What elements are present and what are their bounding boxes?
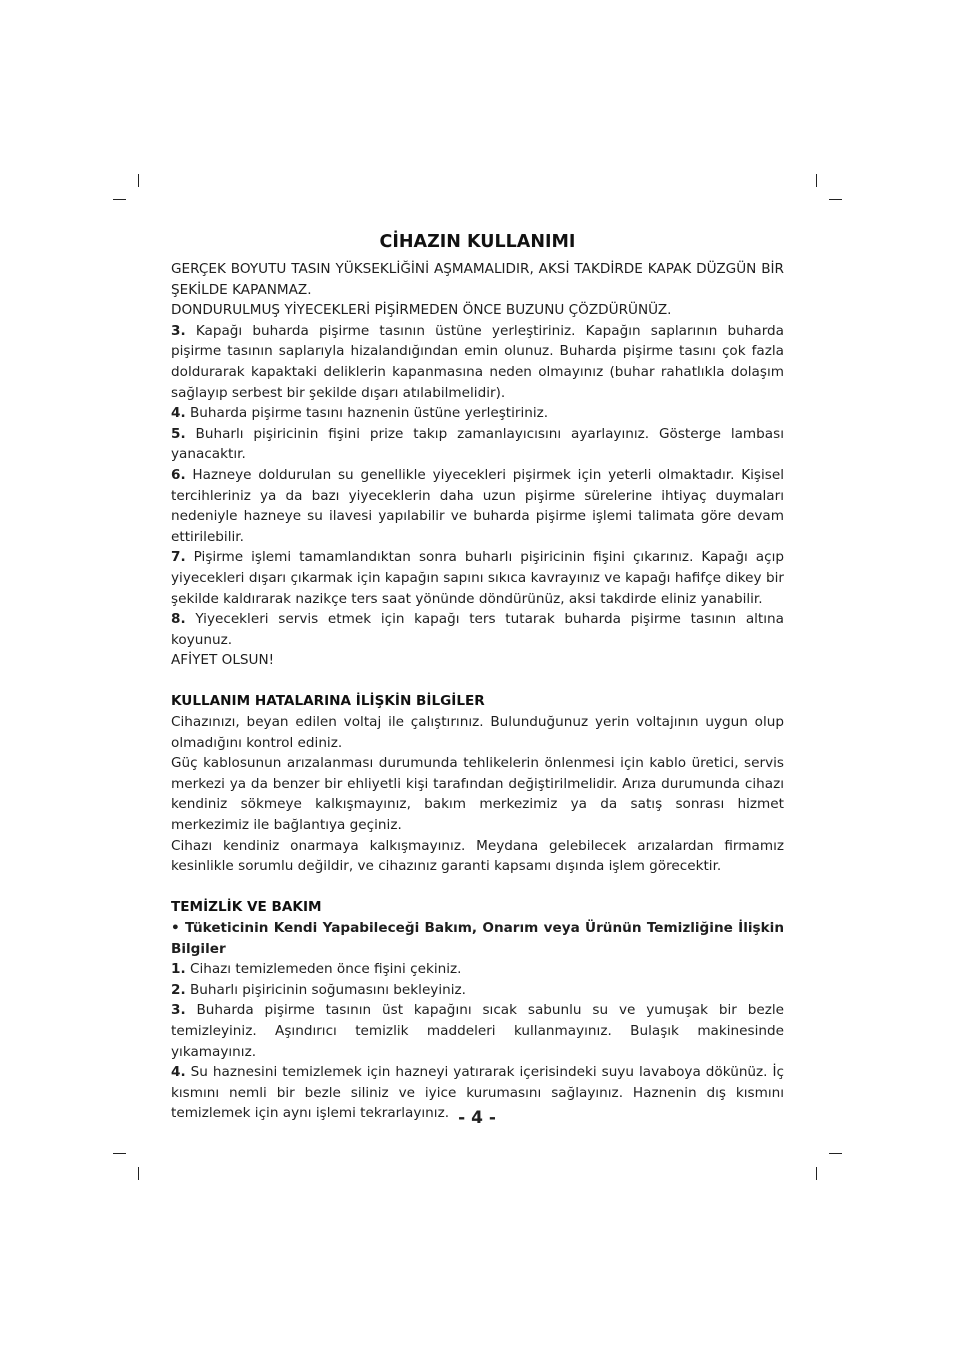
step-number: 6. bbox=[171, 466, 186, 483]
step-number: 1. bbox=[171, 961, 186, 978]
step-text: Su haznesini temizlemek için hazneyi yatırarak içerisindeki suyu lavaboya dökünüz. İç kısmını nemli bir bezle siliniz ve iyice kurumasını sağlayınız. Haznenin dış kısmını temizlemek için aynı işlemi tekrarlayınız. bbox=[171, 1064, 785, 1122]
usage-step bbox=[171, 403, 784, 424]
closing-text: AFİYET OLSUN! bbox=[171, 652, 275, 669]
step-number: 8. bbox=[171, 611, 186, 628]
intro-thaw-note: DONDURULMUŞ YİYECEKLERİ PİŞİRMEDEN ÖNCE BUZUNU ÇÖZDÜRÜNÜZ. bbox=[171, 302, 672, 319]
step-number: 2. bbox=[171, 981, 186, 998]
cleaning-step bbox=[171, 980, 784, 1001]
step-number: 4. bbox=[171, 405, 186, 422]
crop-mark-bottom-left-vertical bbox=[138, 1167, 139, 1180]
step-text: Buharlı pişiricinin soğumasını bekleyiniz. bbox=[189, 981, 466, 998]
step-number: 3. bbox=[171, 322, 186, 339]
step-text: Hazneye doldurulan su genellikle yiyecekleri pişirmek için yeterli olmaktadır. Kişisel tercihleriniz ya da bazı yiyeceklerin daha uzun pişirme sürelerine ihtiyaç duymaları nedeniyle hazneye su ilavesi yapılabilir ve buharda pişirme işlemi talimata göre devam ettirilebilir. bbox=[171, 466, 784, 545]
cleaning-heading: TEMİZLİK VE BAKIM bbox=[171, 899, 322, 916]
step-text: Buharlı pişiricinin fişini prize takıp zamanlayıcısını ayarlayınız. Gösterge lambası yanacaktır. bbox=[171, 425, 784, 463]
step-number: 3. bbox=[171, 1002, 186, 1019]
page-number: - 4 - bbox=[458, 1108, 496, 1128]
crop-mark-top-right-horizontal bbox=[829, 199, 842, 200]
usage-step bbox=[171, 547, 784, 609]
usage-step bbox=[171, 321, 784, 403]
page-title: CİHAZIN KULLANIMI bbox=[379, 232, 576, 252]
page-content bbox=[171, 231, 784, 1124]
step-text: Kapağı buharda pişirme tasının üstüne yerleştiriniz. Kapağın saplarının buharda pişirme tasının saplarıyla hizalandığından emin olunuz. Buharda pişirme tasını çok fazla doldurarak kapaktaki deliklerin kapanmasına neden olmayınız (buhar rahatlıkla dolaşım sağlayıp serbest bir şekilde dışarı atılabilmelidir). bbox=[171, 322, 784, 401]
step-number: 7. bbox=[171, 549, 186, 566]
crop-mark-bottom-right-horizontal bbox=[829, 1153, 842, 1154]
step-number: 5. bbox=[171, 425, 186, 442]
step-text: Cihazı temizlemeden önce fişini çekiniz. bbox=[189, 961, 462, 978]
crop-mark-bottom-left-horizontal bbox=[113, 1153, 126, 1154]
section-spacer bbox=[171, 877, 784, 898]
cleaning-step bbox=[171, 1000, 784, 1062]
intro-warning: GERÇEK BOYUTU TASIN YÜKSEKLİĞİNİ AŞMAMALIDIR, AKSİ TAKDİRDE KAPAK DÜZGÜN BİR ŞEKİLDE KAPANMAZ. bbox=[171, 261, 784, 298]
step-text: Pişirme işlemi tamamlandıktan sonra buharlı pişiricinin fişini çıkarınız. Kapağı açıp yiyecekleri dışarı çıkarmak için kapağın sapını sıkıca kavrayınız ve kapağı hafifçe dikey bir şekilde kaldırarak nazikçe ters saat yönünde döndürünüz, aksi takdirde eliniz yanabilir. bbox=[171, 549, 784, 607]
cleaning-step bbox=[171, 959, 784, 980]
step-number: 4. bbox=[171, 1064, 186, 1081]
usage-step bbox=[171, 609, 784, 650]
crop-mark-top-left-horizontal bbox=[113, 199, 126, 200]
step-text: Buharda pişirme tasının üst kapağını sıcak sabunlu su ve yumuşak bir bezle temizleyiniz. Aşındırıcı temizlik maddeleri kullanmayınız. Bulaşık makinesinde yıkamayınız. bbox=[171, 1002, 784, 1060]
usage-step bbox=[171, 424, 784, 465]
crop-mark-top-right-vertical bbox=[816, 174, 817, 187]
step-text: Yiyecekleri servis etmek için kapağı ters tutarak buharda pişirme tasının altına koyunuz. bbox=[171, 611, 784, 648]
errors-paragraph: Güç kablosunun arızalanması durumunda tehlikelerin önlenmesi için kablo üretici, servis merkezi ya da benzer bir ehliyetli kişi tarafından değiştirilmelidir. Arıza durumunda cihazı kendiniz sökmeye kalkışmayınız, bakım merkezimiz ya da satış sonrası hizmet merkezimiz ile bağlantıya geçiniz. bbox=[171, 755, 784, 834]
step-text: Buharda pişirme tasını haznenin üstüne yerleştiriniz. bbox=[189, 405, 549, 422]
errors-paragraph: Cihazı kendiniz onarmaya kalkışmayınız. Meydana gelebilecek arızalardan firmamız kesinlikle sorumlu değildir, ve cihazınız garanti kapsamı dışında işlem görecektir. bbox=[171, 837, 784, 875]
errors-paragraph: Cihazınızı, beyan edilen voltaj ile çalıştırınız. Bulunduğunuz yerin voltajının uygun olup olmadığını kontrol ediniz. bbox=[171, 714, 784, 751]
crop-mark-bottom-right-vertical bbox=[816, 1167, 817, 1180]
usage-step bbox=[171, 465, 784, 547]
errors-heading: KULLANIM HATALARINA İLİŞKİN BİLGİLER bbox=[171, 693, 485, 710]
crop-mark-top-left-vertical bbox=[138, 174, 139, 187]
section-spacer bbox=[171, 671, 784, 692]
cleaning-subheading: • Tüketicinin Kendi Yapabileceği Bakım, Onarım veya Ürünün Temizliğine İlişkin Bilgiler bbox=[171, 920, 784, 957]
